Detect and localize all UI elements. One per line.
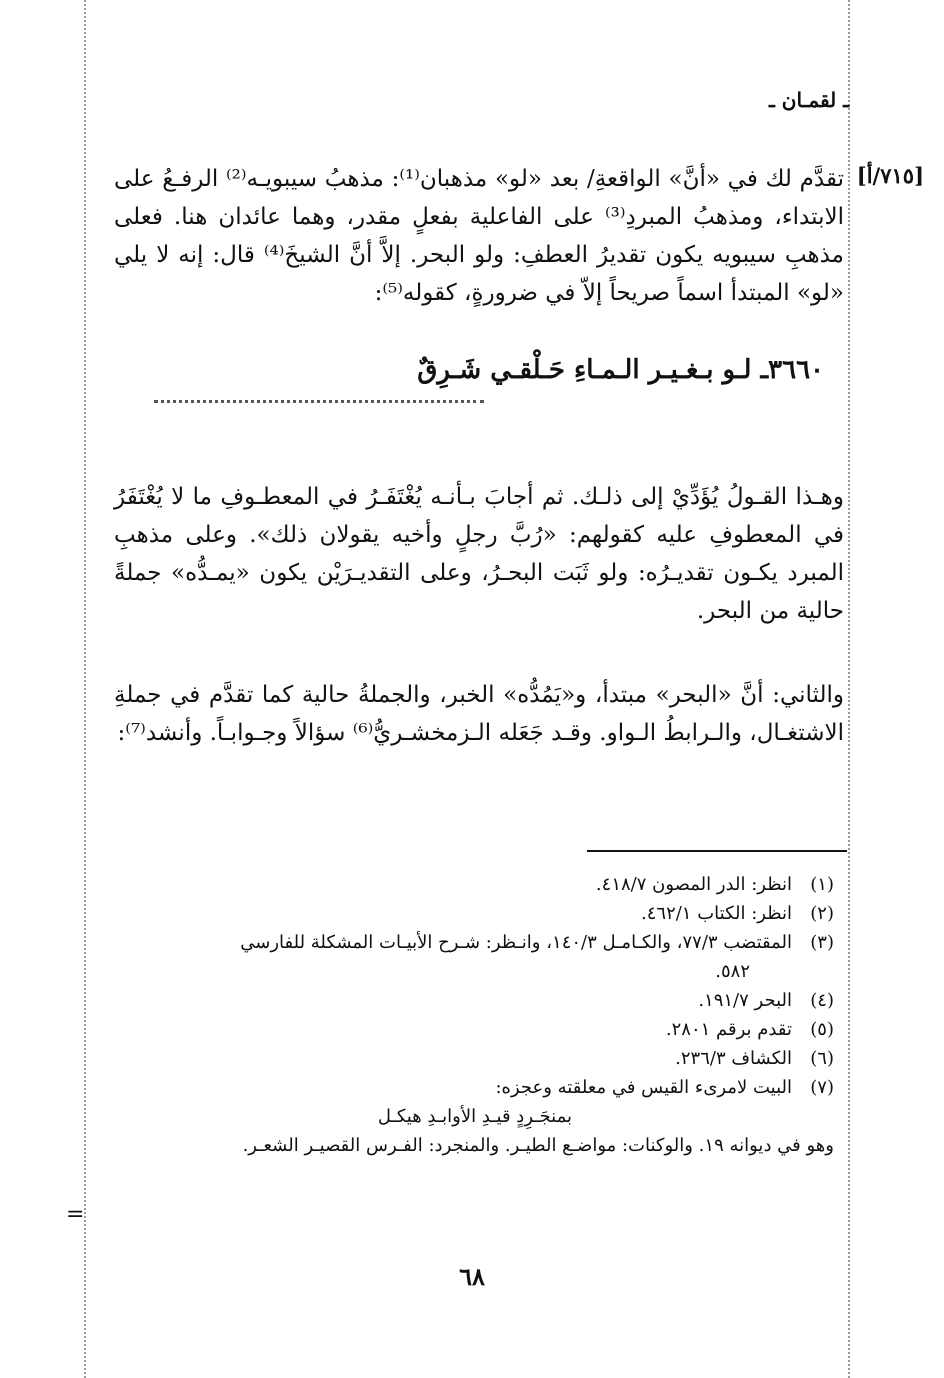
paragraph-2: وهـذا القـولُ يُؤَدِّيْ إلى ذلـك. ثم أجابَ بـأنـه يُغْتَفَـرُ في المعطـوفِ ما لا يُغْتَفَرُ في المعطوفِ عليه كقولهم: «رُبَّ رجلٍ وأخيه يقولان ذلك». وعلى مذهبِ المبرد يكـون تقديـرُه: ولو ثَبَت البحـرُ، وعلى التقديـرَيْن يكون «يمـدُّه» جملةً حالية من البحر. [114,484,844,624]
paragraph-3: والثاني: أنَّ «البحر» مبتدأ، و«يَمُدُّه» الخبر، والجملةُ حالية كما تقدَّم في جملةِ الاشتغـال، والـرابطُ الـواو. وقـد جَعَله الـزمخشـريُّ⁽⁶⁾ سؤالاً وجـوابـاً. وأنشد⁽⁷⁾: [114,682,844,746]
footnote-item [114,1015,834,1044]
footnote-rule [587,850,847,852]
manuscript-folio-ref: [٧١٥/أ] [856,163,924,188]
footnote-text: وهو في ديوانه ١٩. والوكنات: مواضـع الطيـر. والمنجرد: الفـرس القصيـر الشعـر. [242,1135,834,1156]
footnote-text [114,928,792,986]
footnote-text: تقدم برقم ٢٨٠١. [665,1019,792,1040]
running-header: ـ لقمـان ـ [768,88,849,112]
footnote-text-line: البيت لامرىء القيس في معلقته وعجزه: [495,1077,792,1098]
paragraph-1: تقدَّم لك في «أنَّ» الواقعةِ/ بعد «لو» مذهبان⁽¹⁾: مذهبُ سيبويـه⁽²⁾ الرفـعُ على الابتداء، ومذهبُ المبردِ⁽³⁾ على الفاعلية بفعلٍ مقدر، وهما عائدان هنا. فعلى مذهبِ سيبويه يكون تقديرُ العطفِ: ولو البحر. إلاَّ أنَّ الشيخَ⁽⁴⁾ قال: إنه لا يلي «لو» المبتدأ اسماً صريحاً إلاّ في ضرورةٍ، كقوله⁽⁵⁾: [114,166,845,306]
footnote-number: (٤) [810,990,834,1011]
footnote-number: (١) [810,874,834,895]
footnote-text: الكشاف ٢٣٦/٣. [675,1048,792,1069]
footnote-item [114,870,834,899]
page-number: ٦٨ [459,1262,485,1291]
footnote-item [114,1044,834,1073]
footnote-list [114,870,834,1160]
footnote-number: (٢) [810,903,834,924]
footnote-item [114,1073,834,1131]
ellipsis-separator [154,400,484,403]
footnote-number: (٣) [810,932,834,953]
footnote-final-line [114,1131,834,1160]
footnote-text: البحر ١٩١/٧. [698,990,792,1011]
footnote-item [114,899,834,928]
footnote-number: (٥) [810,1019,834,1040]
left-margin-dots [84,0,86,1378]
footnote-verse: بمنجَـرِدٍ قيـدِ الأوابـدِ هيكـل [377,1106,572,1127]
footnote-text: انظر: الكتاب ٤٦٢/١. [641,903,792,924]
footnote-item [114,986,834,1015]
footnote-text-line: المقتضب ٧٧/٣، والكـامـل ١٤٠/٣، وانـظر: شـرح الأبيـات المشكلة للفارسي [240,932,792,953]
footnote-number: (٧) [810,1077,834,1098]
footnote-text [114,1073,792,1131]
continuation-mark: = [66,1202,85,1227]
right-margin-dots [848,0,850,1378]
footnote-number: (٦) [810,1048,834,1069]
footnote-continuation: ٥٨٢. [715,961,750,982]
footnote-item [114,928,834,986]
footnote-text: انظر: الدر المصون ٤١٨/٧. [595,874,792,895]
verse-3660: ٣٦٦٠ـ لـو بـغـيـر الـمـاءِ حَـلْقـي شَـرِقٌ [417,355,824,385]
